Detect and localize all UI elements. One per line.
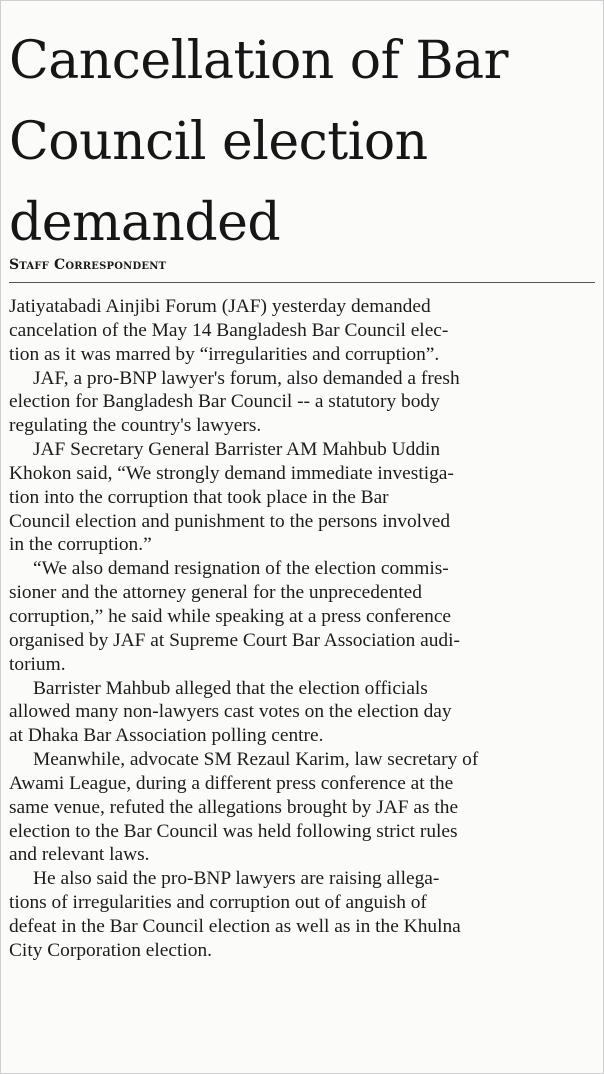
text-line: defeat in the Bar Council election as well as in the Khulna bbox=[9, 915, 461, 937]
text-line: election to the Bar Council was held following strict rules bbox=[9, 820, 458, 842]
text-line: JAF, a pro-BNP lawyer's forum, also demanded a fresh bbox=[33, 367, 460, 389]
byline bbox=[9, 257, 166, 273]
text-line: cancelation of the May 14 Bangladesh Bar Council elec- bbox=[9, 319, 449, 341]
text-line: JAF Secretary General Barrister AM Mahbub Uddin bbox=[33, 439, 441, 461]
paragraph-5 bbox=[9, 677, 601, 749]
paragraph-1 bbox=[9, 295, 601, 367]
text-line: in the corruption.” bbox=[9, 534, 152, 556]
text-line: at Dhaka Bar Association polling centre. bbox=[9, 725, 324, 747]
text-line: “We also demand resignation of the election commis- bbox=[33, 558, 449, 580]
text-line: tions of irregularities and corruption out of anguish of bbox=[9, 892, 427, 914]
text-line: Barrister Mahbub alleged that the election officials bbox=[33, 677, 428, 699]
text-line: same venue, refuted the allegations brought by JAF as the bbox=[9, 796, 459, 818]
text-line: Council election and punishment to the persons involved bbox=[9, 510, 451, 532]
text-line: Khokon said, “We strongly demand immediate investiga- bbox=[9, 462, 454, 484]
text-line: Jatiyatabadi Ainjibi Forum (JAF) yesterday demanded bbox=[9, 296, 431, 317]
headline-line: Cancellation of Bar bbox=[9, 31, 508, 91]
paragraph-3 bbox=[9, 438, 601, 557]
byline-divider bbox=[9, 282, 595, 283]
byline-text: Staff Correspondent bbox=[9, 257, 167, 273]
text-line: election for Bangladesh Bar Council -- a statutory body bbox=[9, 391, 440, 413]
headline-line: demanded bbox=[9, 193, 281, 253]
text-line: tion into the corruption that took place in the Bar bbox=[9, 486, 389, 508]
text-line: torium. bbox=[9, 653, 66, 675]
text-line: Awami League, during a different press conference at the bbox=[9, 772, 454, 794]
paragraph-4 bbox=[9, 557, 601, 676]
paragraph-7 bbox=[9, 867, 601, 962]
text-line: allowed many non-lawyers cast votes on the election day bbox=[9, 701, 452, 723]
text-line: He also said the pro-BNP lawyers are raising allega- bbox=[33, 868, 440, 890]
text-line: tion as it was marred by “irregularities and corruption”. bbox=[9, 343, 440, 365]
text-line: organised by JAF at Supreme Court Bar Association audi- bbox=[9, 629, 460, 651]
paragraph-2 bbox=[9, 367, 601, 439]
headline bbox=[9, 21, 599, 264]
paragraph-6 bbox=[9, 748, 601, 867]
headline-line: Council election bbox=[9, 112, 428, 172]
text-line: City Corporation election. bbox=[9, 939, 213, 961]
text-line: and relevant laws. bbox=[9, 844, 150, 866]
article-body bbox=[9, 295, 601, 963]
text-line: Meanwhile, advocate SM Rezaul Karim, law secretary of bbox=[33, 749, 479, 771]
text-line: sioner and the attorney general for the unprecedented bbox=[9, 582, 422, 604]
text-line: regulating the country's lawyers. bbox=[9, 415, 262, 437]
text-line: corruption,” he said while speaking at a press conference bbox=[9, 605, 452, 627]
